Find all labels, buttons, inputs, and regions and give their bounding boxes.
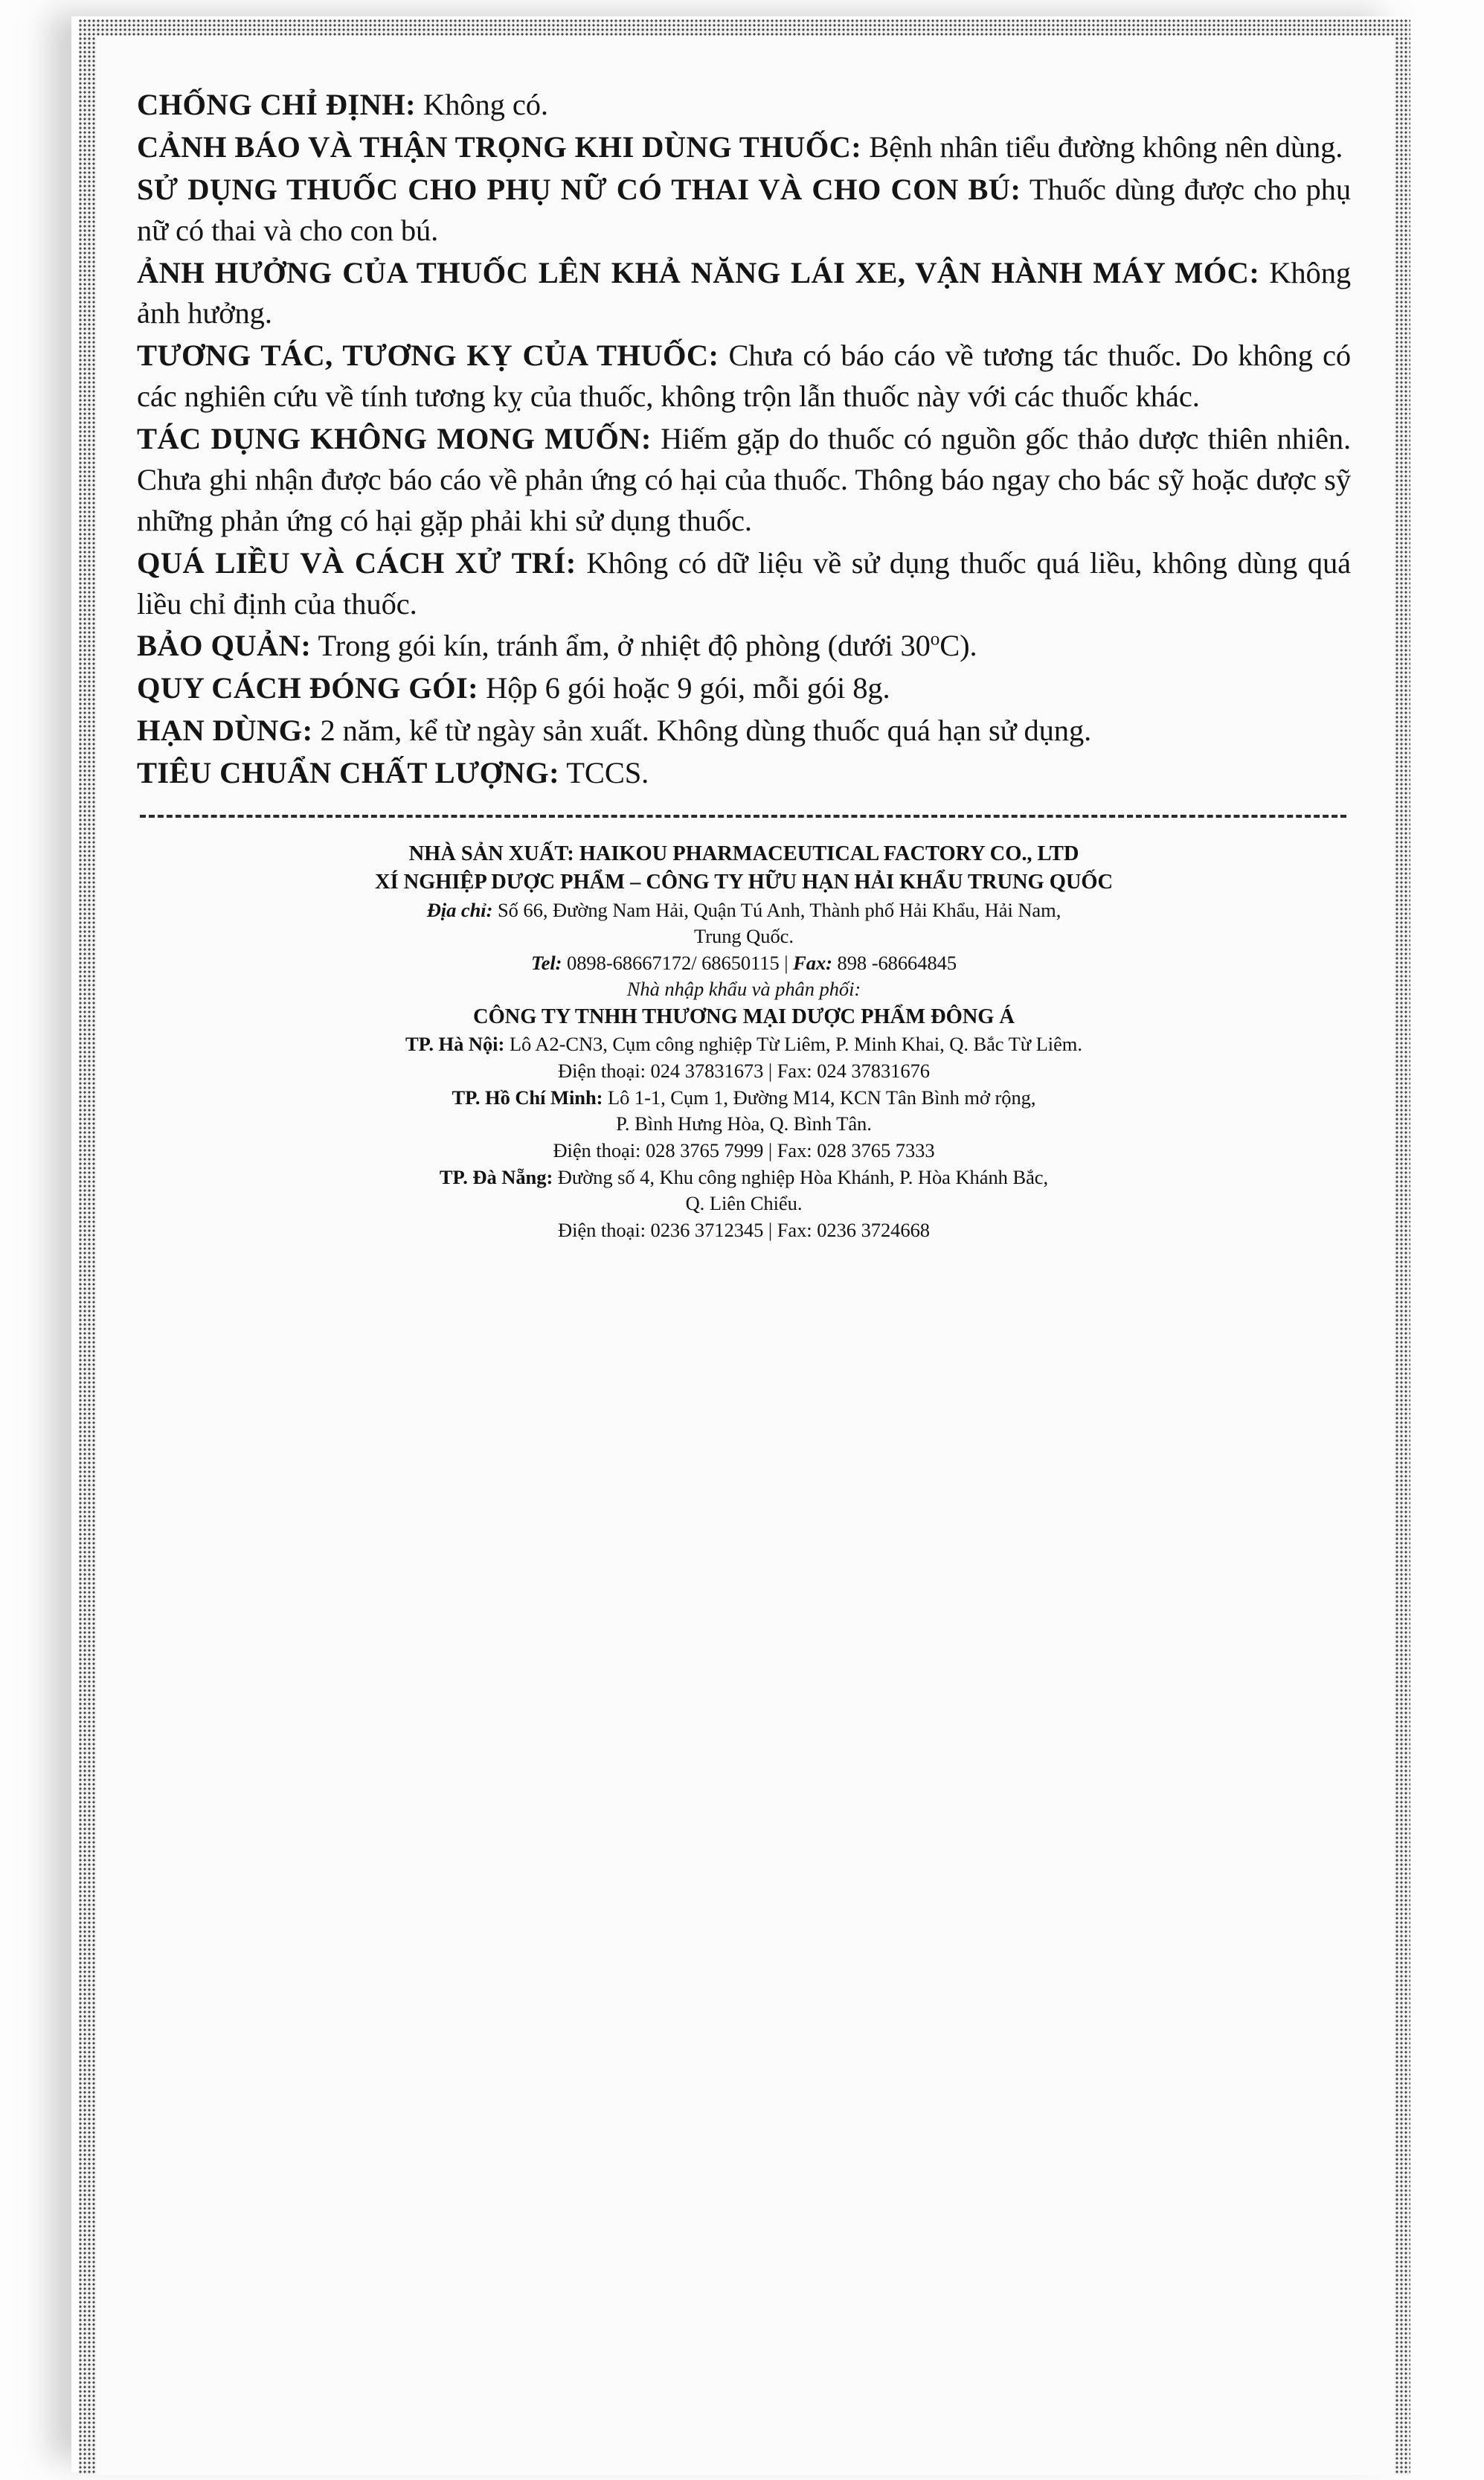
section-heading-interactions: TƯƠNG TÁC, TƯƠNG KỴ CỦA THUỐC: [137, 339, 719, 373]
section-heading-quality-standard: TIÊU CHUẨN CHẤT LƯỢNG: [137, 756, 559, 789]
branch-danang-city-label: TP. Đà Nẵng: [439, 1165, 553, 1188]
section-pregnancy-lactation [137, 170, 1351, 251]
branch-hanoi-address-text: Lô A2-CN3, Cụm công nghiệp Từ Liêm, P. Minh Khai, Q. Bắc Từ Liêm. [504, 1033, 1082, 1056]
branch-hcmc-city-label: TP. Hồ Chí Minh: [452, 1086, 603, 1109]
manufacturer-address-line1 [167, 897, 1321, 924]
branch-danang-address-text: Đường số 4, Khu công nghiệp Hòa Khánh, P. Hòa Khánh Bắc, [553, 1165, 1049, 1188]
branch-hcmc-address-text: Lô 1-1, Cụm 1, Đường M14, KCN Tân Bình mở rộng, [603, 1086, 1036, 1109]
section-body-driving-machinery: Không ảnh hưởng. [137, 255, 1351, 330]
tel-value: 0898-68667172/ 68650115 | [562, 951, 794, 974]
section-adverse-effects [137, 419, 1351, 542]
section-overdose [137, 543, 1351, 625]
manufacturer-address-line2: Trung Quốc. [694, 925, 794, 948]
tel-label: Tel: [530, 951, 562, 974]
degree-superscript: o [930, 629, 940, 650]
halftone-border-frame [79, 19, 1410, 2475]
section-storage [137, 626, 1351, 667]
section-contraindications [137, 85, 1351, 126]
importer-company-name: CÔNG TY TNHH THƯƠNG MẠI DƯỢC PHẨM ĐÔNG Á [473, 1005, 1015, 1029]
section-body-interactions: Chưa có báo cáo về tương tác thuốc. Do không có các nghiên cứu về tính tương kỵ của thuốc, không trộn lẫn thuốc này với các thuốc khác. [137, 339, 1352, 414]
section-body-packaging: Hộp 6 gói hoặc 9 gói, mỗi gói 8g. [478, 671, 890, 705]
section-heading-shelf-life: HẠN DÙNG: [137, 714, 313, 748]
section-heading-contraindications: CHỐNG CHỈ ĐỊNH: [137, 88, 417, 121]
address-label: Địa chỉ: [426, 898, 493, 921]
section-body-contraindications: Không có. [416, 88, 548, 121]
branch-hcmc-phone: Điện thoại: 028 3765 7999 | Fax: 028 3765 7333 [553, 1138, 935, 1162]
section-interactions [137, 336, 1351, 417]
branch-danang-phone: Điện thoại: 0236 3712345 | Fax: 0236 3724668 [558, 1218, 930, 1241]
footer-block [137, 818, 1351, 1244]
section-heading-packaging: QUY CÁCH ĐÓNG GÓI: [137, 671, 479, 705]
section-heading-warnings: CẢNH BÁO VÀ THẬN TRỌNG KHI DÙNG THUỐC: [137, 129, 862, 164]
branch-hanoi-address [167, 1031, 1321, 1058]
branch-hcmc-address-cont: P. Bình Hưng Hòa, Q. Bình Tân. [616, 1112, 872, 1135]
section-heading-adverse-effects: TÁC DỤNG KHÔNG MONG MUỐN: [137, 422, 652, 455]
section-warnings [137, 127, 1351, 168]
branch-hcmc-address [167, 1085, 1321, 1112]
section-driving-machinery [137, 253, 1351, 335]
importer-label: Nhà nhập khẩu và phân phối: [626, 978, 861, 1001]
section-body-shelf-life: 2 năm, kể từ ngày sản xuất. Không dùng thuốc quá hạn sử dụng. [312, 714, 1092, 748]
section-body-warnings: Bệnh nhân tiểu đường không nên dùng. [861, 129, 1343, 164]
section-body-overdose: Không có dữ liệu về sử dụng thuốc quá liều, không dùng quá liều chỉ định của thuốc. [137, 545, 1351, 621]
branch-hanoi-city-label: TP. Hà Nội: [405, 1033, 505, 1056]
fax-value: 898 -68664845 [832, 951, 957, 974]
address-text-line1: Số 66, Đường Nam Hải, Quận Tú Anh, Thành phố Hải Khẩu, Hải Nam, [492, 898, 1061, 921]
section-heading-pregnancy-lactation: SỬ DỤNG THUỐC CHO PHỤ NỮ CÓ THAI VÀ CHO CON BÚ: [137, 172, 1021, 206]
section-body-storage-part1: Trong gói kín, tránh ẩm, ở nhiệt độ phòng (dưới 30 [311, 629, 931, 663]
leaflet-body-content [97, 36, 1394, 1244]
branch-danang-address [167, 1164, 1321, 1191]
manufacturer-contact-line [167, 950, 1321, 977]
branch-hanoi-phone: Điện thoại: 024 37831673 | Fax: 024 37831676 [558, 1060, 930, 1083]
section-body-pregnancy-lactation: Thuốc dùng được cho phụ nữ có thai và cho con bú. [137, 172, 1351, 247]
manufacturer-name-en: NHÀ SẢN XUẤT: HAIKOU PHARMACEUTICAL FACTORY CO., LTD [408, 842, 1079, 865]
section-shelf-life [137, 711, 1351, 752]
paper-surface [97, 36, 1394, 2475]
section-quality-standard [137, 753, 1351, 794]
section-packaging [137, 668, 1351, 709]
fax-label: Fax: [793, 951, 832, 974]
section-heading-storage: BẢO QUẢN: [137, 629, 312, 663]
section-body-quality-standard: TCCS. [559, 756, 649, 789]
manufacturer-name-vi: XÍ NGHIỆP DƯỢC PHẨM – CÔNG TY HỮU HẠN HẢI KHẨU TRUNG QUỐC [374, 871, 1114, 894]
section-heading-driving-machinery: ẢNH HƯỞNG CỦA THUỐC LÊN KHẢ NĂNG LÁI XE, VẬN HÀNH MÁY MÓC: [137, 255, 1260, 289]
section-body-adverse-effects: Hiếm gặp do thuốc có nguồn gốc thảo dược thiên nhiên. Chưa ghi nhận được báo cáo về phản ứng có hại của thuốc. Thông báo ngay cho bác sỹ hoặc dược sỹ những phản ứng có hại gặp phải khi sử dụng thuốc. [137, 422, 1352, 537]
section-body-storage-part2: C). [939, 629, 977, 663]
section-heading-overdose: QUÁ LIỀU VÀ CÁCH XỬ TRÍ: [137, 545, 576, 580]
branch-danang-address-cont: Q. Liên Chiểu. [685, 1192, 803, 1215]
